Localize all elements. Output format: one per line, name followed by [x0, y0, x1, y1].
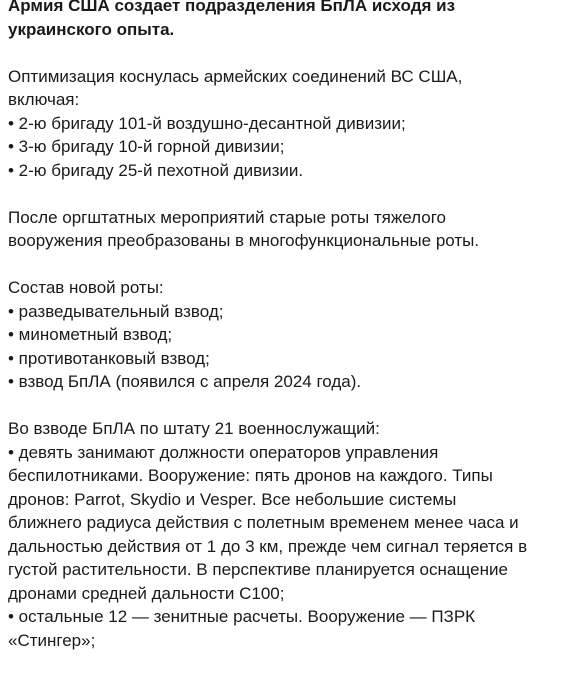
intro-line: Оптимизация коснулась армейских соединений ВС США, [8, 66, 463, 86]
platoon-line: • остальные 12 — зенитные расчеты. Вооружение — ПЗРК [8, 607, 476, 626]
platoon-heading: Во взводе БпЛА по штату 21 военнослужащий: [8, 419, 380, 438]
company-paragraph [8, 276, 585, 394]
platoon-line: густой растительности. В перспективе планируется оснащение [8, 560, 508, 579]
post-body [8, 0, 585, 676]
reorg-line: вооружения преобразованы в многофункциональные роты. [8, 231, 480, 250]
unit-item: • 2-ю бригаду 25-й пехотной дивизии. [8, 160, 304, 180]
intro-line: включая: [8, 90, 80, 109]
platoon-line: дронами средней дальности С100; [8, 583, 285, 603]
title-line: украинского опыта. [8, 19, 175, 39]
platoon-line: «Стингер»; [8, 630, 96, 650]
platoon-line: • девять занимают должности операторов управления [8, 442, 439, 462]
reorg-paragraph [8, 206, 585, 253]
company-item: • разведывательный взвод; [8, 301, 224, 321]
unit-item: • 3-ю бригаду 10-й горной дивизии; [8, 137, 285, 156]
platoon-line: беспилотниками. Вооружение: пять дронов на каждого. Типы [8, 466, 493, 485]
title-line: Армия США создает подразделения БпЛА исходя из [8, 0, 456, 15]
reorg-line: После оргштатных мероприятий старые роты тяжелого [8, 207, 446, 227]
intro-paragraph [8, 65, 585, 183]
company-heading: Состав новой роты: [8, 278, 164, 297]
post-title [8, 0, 585, 41]
company-item: • противотанковый взвод; [8, 348, 210, 368]
platoon-line: ближнего радиуса действия с полетным временем менее часа и [8, 513, 519, 532]
company-item: • минометный взвод; [8, 325, 173, 344]
company-item: • взвод БпЛА (появился с апреля 2024 года). [8, 372, 362, 391]
platoon-paragraph [8, 417, 585, 652]
platoon-line: дронов: Parrot, Skydio и Vesper. Все небольшие системы [8, 489, 457, 509]
unit-item: • 2-ю бригаду 101-й воздушно-десантной дивизии; [8, 113, 406, 133]
platoon-line: дальностью действия от 1 до 3 км, прежде чем сигнал теряется в [8, 536, 528, 556]
